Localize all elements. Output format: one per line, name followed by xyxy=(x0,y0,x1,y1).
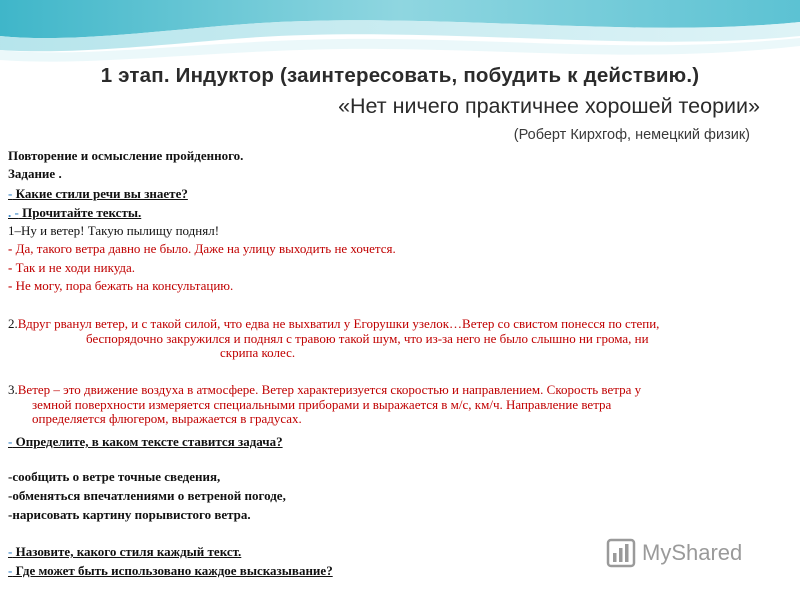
question-text: Прочитайте тексты. xyxy=(18,205,142,220)
option-item: -обменяться впечатлениями о ветреной погоде, xyxy=(8,488,286,503)
question-task xyxy=(8,434,283,450)
dash-marker: - xyxy=(8,278,13,293)
question-text: Определите, в каком тексте ставится задача? xyxy=(12,434,283,449)
question-text: Назовите, какого стиля каждый текст. xyxy=(12,544,242,559)
quote: «Нет ничего практичнее хорошей теории» xyxy=(338,94,760,118)
slide-title: 1 этап. Индуктор (заинтересовать, побудить к действию.) xyxy=(100,64,700,87)
dialogue-text: Да, такого ветра давно не было. Даже на улицу выходить не хочется. xyxy=(12,241,396,256)
chart-logo-icon xyxy=(606,538,636,568)
text3-line3: определяется флюгером, выражается в градусах. xyxy=(32,411,302,426)
question-name-style xyxy=(8,544,241,560)
dash-marker: - xyxy=(8,260,13,275)
text2-line1: Вдруг рванул ветер, и с такой силой, что едва не выхватил у Егорушки узелок…Ветер со свистом понесся по степи, xyxy=(17,316,660,331)
bullet-marker: . - xyxy=(8,205,19,220)
option-item: -нарисовать картину порывистого ветра. xyxy=(8,507,251,522)
bullet-marker: - xyxy=(8,186,13,201)
dash-marker: - xyxy=(8,241,13,256)
text1-line1: 1–Ну и ветер! Такую пылищу поднял! xyxy=(8,223,220,238)
question-where-used xyxy=(8,563,333,579)
text3-number: 3. xyxy=(8,382,18,397)
text2-line2: беспорядочно закружился и поднял с травою такой шум, что из-за него не было слышно ни грома, ни xyxy=(86,330,649,346)
task-label: Задание . xyxy=(8,166,62,181)
question-styles xyxy=(8,186,188,202)
text2 xyxy=(8,317,659,361)
option-item: -сообщить о ветре точные сведения, xyxy=(8,469,221,484)
watermark xyxy=(606,535,766,571)
watermark-text: MyShared xyxy=(642,540,743,565)
question-read xyxy=(8,205,141,221)
dialogue-text: Не могу, пора бежать на консультацию. xyxy=(12,278,234,293)
text1-line3 xyxy=(8,260,135,276)
text2-number: 2. xyxy=(8,316,18,331)
text2-line3: скрипа колес. xyxy=(220,345,296,360)
text3-line1: Ветер – это движение воздуха в атмосфере. Ветер характеризуется скоростью и направлением. Скорость ветра у xyxy=(17,382,642,397)
question-text: Какие стили речи вы знаете? xyxy=(12,186,188,201)
text1-line4 xyxy=(8,278,233,294)
dialogue-text: Так и не ходи никуда. xyxy=(12,260,136,275)
intro-heading: Повторение и осмысление пройденного. xyxy=(8,148,244,163)
bullet-marker: - xyxy=(8,434,13,449)
text3-line2: земной поверхности измеряется специальными приборами и выражается в м/с, км/ч. Направление ветра xyxy=(32,396,612,412)
bullet-marker: - xyxy=(8,563,13,578)
bullet-marker: - xyxy=(8,544,13,559)
quote-attribution: (Роберт Кирхгоф, немецкий физик) xyxy=(513,127,750,143)
text3 xyxy=(8,383,641,427)
question-text: Где может быть использовано каждое высказывание? xyxy=(12,563,333,578)
text1-line2 xyxy=(8,241,396,257)
